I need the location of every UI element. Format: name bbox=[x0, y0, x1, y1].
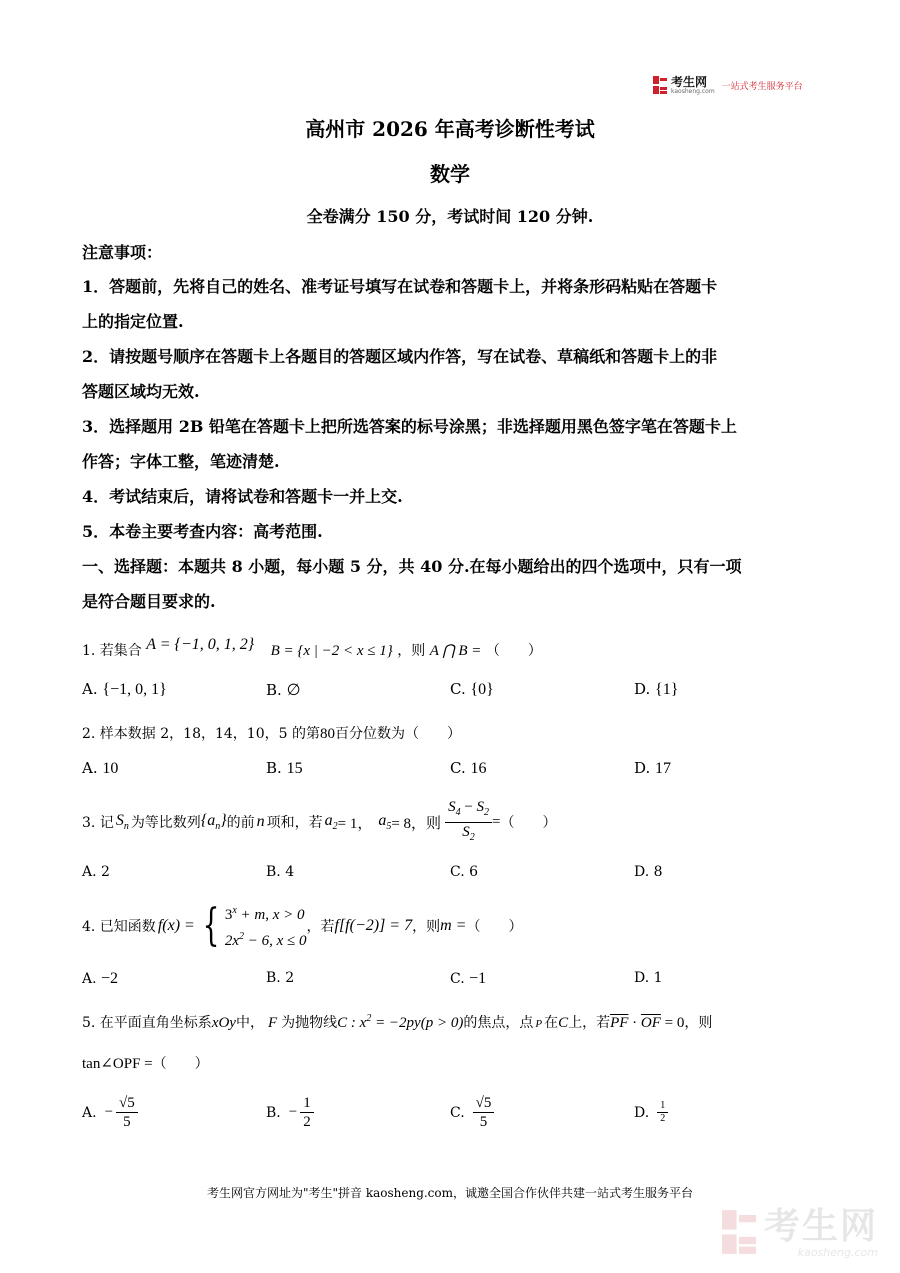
header-logo[interactable] bbox=[653, 74, 823, 96]
question-5-option-b[interactable]: B. − $\frac{1}{2}$ bbox=[266, 1094, 314, 1131]
piecewise-function: { $3^x + m$, x > 0 $2x^2 - 6$, x ≤ 0 bbox=[202, 900, 307, 951]
note-line: 2．请按题号顺序在答题卡上各题目的答题区域内作答，写在试卷、草稿纸和答题卡上的非 bbox=[82, 347, 718, 366]
question-1-option-a[interactable]: A. {−1, 0, 1} bbox=[82, 680, 167, 698]
exam-title: 高州市 2026 年高考诊断性考试 bbox=[305, 117, 595, 141]
note-line: 3．选择题用 2B 铅笔在答题卡上把所选答案的标号涂黑；非选择题用黑色签字笔在答题卡上 bbox=[82, 417, 737, 436]
note-line: 5．本卷主要考查内容：高考范围. bbox=[82, 522, 323, 541]
kaosheng-logo-icon bbox=[653, 76, 667, 94]
watermark-text: 考生网 bbox=[763, 1206, 878, 1247]
question-2-option-a[interactable]: A. 10 bbox=[82, 759, 119, 777]
logo-domain: kaosheng.com bbox=[671, 87, 715, 95]
question-4-stem: 4. 已知函数 f(x) = { $3^x + m$, x > 0 $2x^2 - 6$, x ≤ 0 ，若 f[f(−2)] = 7 ，则 m = （ ） bbox=[82, 900, 523, 951]
question-4-option-c[interactable]: C. −1 bbox=[450, 970, 487, 987]
notes-heading: 注意事项： bbox=[82, 243, 163, 262]
question-2-option-d[interactable]: D. 17 bbox=[634, 759, 672, 777]
question-4-option-d[interactable]: D. 1 bbox=[634, 970, 663, 986]
watermark bbox=[722, 1208, 878, 1259]
question-2-option-b[interactable]: B. 15 bbox=[266, 759, 303, 777]
section-heading: 一、选择题：本题共 8 小题，每小题 5 分，共 40 分.在每小题给出的四个选项中，只有一项 bbox=[82, 557, 742, 576]
question-1-stem: 1. 若集合 A = {−1, 0, 1, 2} B = {x | −2 < x ≤ 1} ，则 A ⋂ B = （ ） bbox=[82, 636, 542, 659]
exam-subject: 数学 bbox=[430, 162, 470, 186]
question-3-option-d[interactable]: D. 8 bbox=[634, 864, 663, 880]
question-3-option-a[interactable]: A. 2 bbox=[82, 864, 110, 880]
note-line: 答题区域均无效. bbox=[82, 382, 200, 401]
question-5-stem-line2: tan∠OPF =（ ） bbox=[82, 1056, 209, 1072]
question-5-stem: 5. 在平面直角坐标系xOy中， F 为抛物线C : $x^2 = -2py(p > 0)$的焦点，点 P 在C上，若$\overline{PF} \cdot \overline{OF} = 0$，则 bbox=[82, 1013, 713, 1031]
fraction: $\frac{S_4 - S_2}{S_2}$ bbox=[445, 798, 492, 847]
page-footer: 考生网官方网址为"考生"拼音 kaosheng.com，诚邀全国合作伙伴共建一站式考生服务平台 bbox=[206, 1186, 694, 1200]
question-5-option-d[interactable]: D. $\frac{1}{2}$ bbox=[634, 1100, 668, 1125]
question-2-stem: 2. 样本数据 2，18，14，10，5 的第80百分位数为（ ） bbox=[82, 726, 461, 742]
watermark-domain: kaosheng.com bbox=[797, 1246, 878, 1259]
watermark-logo-icon bbox=[722, 1210, 756, 1258]
question-1-option-d[interactable]: D. {1} bbox=[634, 680, 679, 698]
question-1-option-c[interactable]: C. {0} bbox=[450, 680, 494, 698]
logo-slogan: 一站式考生服务平台 bbox=[721, 81, 803, 92]
question-4-option-b[interactable]: B. 2 bbox=[266, 970, 295, 986]
question-3-stem: 3. 记 $S_n$ 为等比数列 $\{a_n\}$ 的前 n 项和，若 $a_2$ = 1， $a_5$ = 8，则 $\frac{S_4 - S_2}{S_2}$ = （ ） bbox=[82, 797, 557, 847]
logo-name: 考生网 bbox=[671, 74, 708, 89]
note-line: 作答；字体工整，笔迹清楚. bbox=[82, 452, 280, 471]
note-line: 4．考试结束后，请将试卷和答题卡一并上交. bbox=[82, 487, 403, 506]
question-3-option-b[interactable]: B. 4 bbox=[266, 864, 295, 880]
note-line: 1．答题前，先将自己的姓名、准考证号填写在试卷和答题卡上，并将条形码粘贴在答题卡 bbox=[82, 277, 718, 296]
question-5-option-a[interactable]: A. − $\frac{√5}{5}$ bbox=[82, 1094, 138, 1131]
question-1-option-b[interactable]: B. ∅ bbox=[266, 681, 301, 699]
question-3-option-c[interactable]: C. 6 bbox=[450, 864, 479, 880]
question-4-option-a[interactable]: A. −2 bbox=[82, 970, 119, 987]
exam-info: 全卷满分 150 分，考试时间 120 分钟. bbox=[306, 207, 594, 226]
question-5-option-c[interactable]: C. $\frac{√5}{5}$ bbox=[450, 1094, 494, 1131]
question-2-option-c[interactable]: C. 16 bbox=[450, 759, 487, 777]
section-heading: 是符合题目要求的. bbox=[82, 592, 216, 611]
note-line: 上的指定位置. bbox=[82, 312, 184, 331]
